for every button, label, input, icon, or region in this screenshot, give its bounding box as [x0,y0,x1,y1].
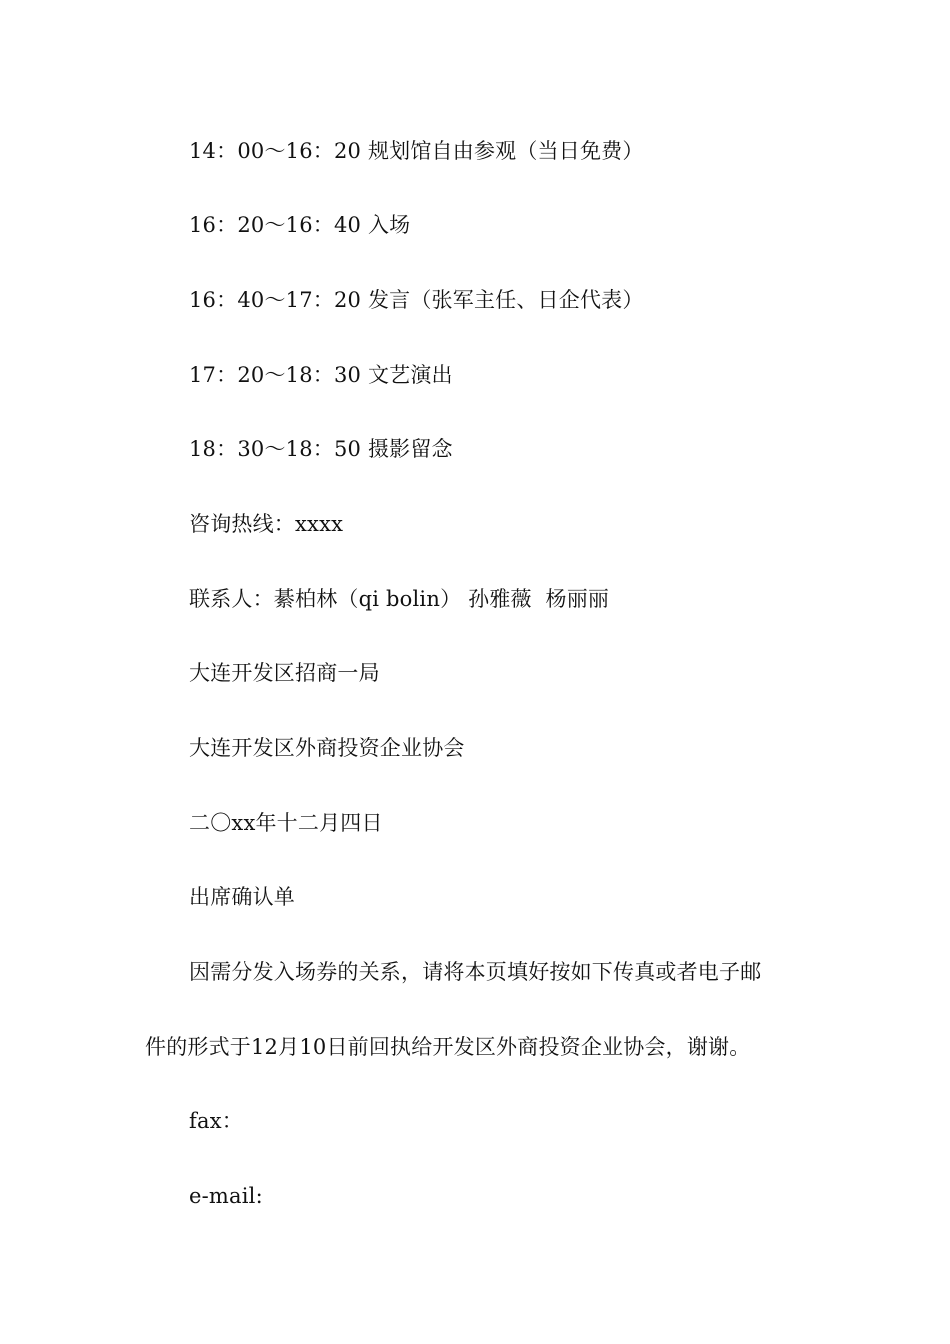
schedule-item: 16：20～16：40 入场 [189,213,411,237]
schedule-item: 14：00～16：20 规划馆自由参观（当日免费） [189,139,644,163]
paragraph-line-1: 因需分发入场券的关系，请将本页填好按如下传真或者电子邮 [189,960,762,984]
organizer-1: 大连开发区招商一局 [189,661,380,685]
hotline-text: 咨询热线：xxxx [189,512,344,536]
schedule-item: 17：20～18：30 文艺演出 [189,363,453,387]
organizer-2: 大连开发区外商投资企业协会 [189,736,465,760]
schedule-item: 16：40～17：20 发言（张军主任、日企代表） [189,288,644,312]
document-date: 二〇xx年十二月四日 [189,811,383,835]
schedule-item: 18：30～18：50 摄影留念 [189,437,453,461]
contacts-text: 联系人：綦柏林（qi bolin） 孙雅薇 杨丽丽 [189,587,610,611]
email-label: e-mail: [189,1184,263,1208]
form-title: 出席确认单 [189,885,295,909]
paragraph-line-2: 件的形式于12月10日前回执给开发区外商投资企业协会，谢谢。 [145,1035,751,1059]
fax-label: fax： [189,1109,243,1133]
